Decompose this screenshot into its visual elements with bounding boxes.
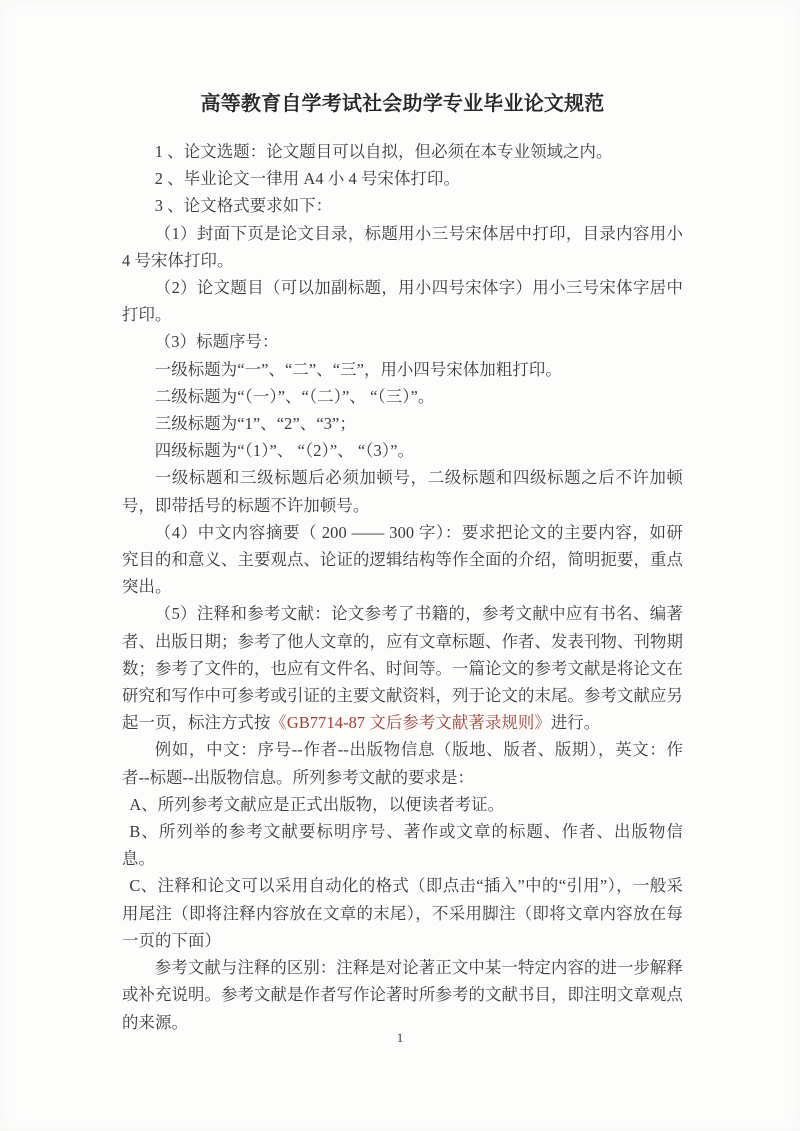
- paragraph-text: （3）标题序号：: [154, 332, 279, 352]
- reference-standard-citation: 《GB7714-87 文后参考文献著录规则》: [270, 713, 551, 733]
- paragraph-text: 1 、论文选题：论文题目可以自拟，但必须在本专业领域之内。: [154, 142, 613, 161]
- paragraph: [122, 274, 683, 328]
- paragraph: [122, 383, 683, 410]
- paragraph-text: 3 、论文格式要求如下：: [154, 196, 333, 216]
- paragraph: [122, 791, 683, 818]
- paragraph: [122, 328, 683, 355]
- paragraph-text: （4）中文内容摘要（ 200 —— 300 字）：要求把论文的主要内容，如研究目的和意义、主要观点、论证的逻辑结构等作全面的介绍，简明扼要，重点突出。: [122, 522, 683, 597]
- paragraph: [122, 736, 683, 790]
- paragraph-text: C、注释和论文可以采用自动化的格式（即点击“插入”中的“引用”），一般采用尾注（即将注释内容放在文章的末尾），不采用脚注（即将文章内容放在每一页的下面）: [122, 876, 683, 950]
- paragraph: [122, 872, 683, 954]
- paragraph-text: 参考文献与注释的区别：注释是对论著正文中某一特定内容的进一步解释或补充说明。参考文献是作者写作论著时所参考的文献书目，即注明文章观点的来源。: [122, 958, 683, 1032]
- paragraph: [122, 600, 683, 736]
- paragraph-text: 一级标题为“一”、“二”、“三”，用小四号宋体加粗打印。: [154, 359, 562, 379]
- page-number: 1: [396, 1030, 404, 1045]
- paragraph: [122, 818, 683, 872]
- document-title: 高等教育自学考试社会助学专业毕业论文规范: [200, 93, 605, 115]
- paragraph-text: （5）注释和参考文献：论文参考了书籍的，参考文献中应有书名、编著者、出版日期；参考了他人文章的，应有文章标题、作者、发表刊物、刊物期数；参考了文件的，也应有文件名、时间等。一篇论文的参考文献是将论文在研究和写作中可参考或引证的主要文献资料，列于论文的末尾。参考文献应另起一页，标注方式按: [122, 604, 683, 733]
- paragraph-text: A、所列参考文献应是正式出版物，以便读者考证。: [129, 794, 505, 814]
- paragraph-text: 2 、毕业论文一律用 A4 小 4 号宋体打印。: [154, 169, 460, 189]
- paragraph: [122, 192, 683, 219]
- paragraph-text: （1）封面下页是论文目录，标题用小三号宋体居中打印，目录内容用小 4 号宋体打印。: [122, 223, 683, 270]
- paragraph-text: B、所列举的参考文献要标明序号、著作或文章的标题、作者、出版物信息。: [122, 822, 683, 869]
- paragraph-text: 四级标题为“（1）”、 “（2）”、 “（3）”。: [154, 441, 414, 461]
- document-body: [122, 138, 683, 1036]
- paragraph: [122, 954, 683, 1036]
- paragraph: [122, 356, 683, 383]
- paragraph: [122, 410, 683, 437]
- paragraph: [122, 437, 683, 464]
- paragraph-text: 三级标题为“1”、“2”、“3”；: [154, 414, 356, 434]
- paragraph-text: （2）论文题目（可以加副标题，用小四号宋体字）用小三号宋体字居中打印。: [122, 278, 683, 325]
- paragraph-text: 进行。: [550, 713, 601, 733]
- paragraph: [122, 464, 683, 518]
- paragraph-text: 一级标题和三级标题后必须加顿号，二级标题和四级标题之后不许加顿号，即带括号的标题不许加顿号。: [122, 468, 683, 515]
- paragraph: [122, 519, 683, 601]
- paragraph-text: 例如，中文：序号--作者--出版物信息（版地、版者、版期），英文：作者--标题--出版物信息。所列参考文献的要求是：: [122, 740, 683, 787]
- document-content: [122, 90, 683, 1036]
- paragraph: [122, 165, 683, 192]
- paragraph: [122, 138, 683, 165]
- paragraph: [122, 220, 683, 274]
- paragraph-text: 二级标题为“（一）”、“（二）”、 “（三）”。: [154, 386, 435, 406]
